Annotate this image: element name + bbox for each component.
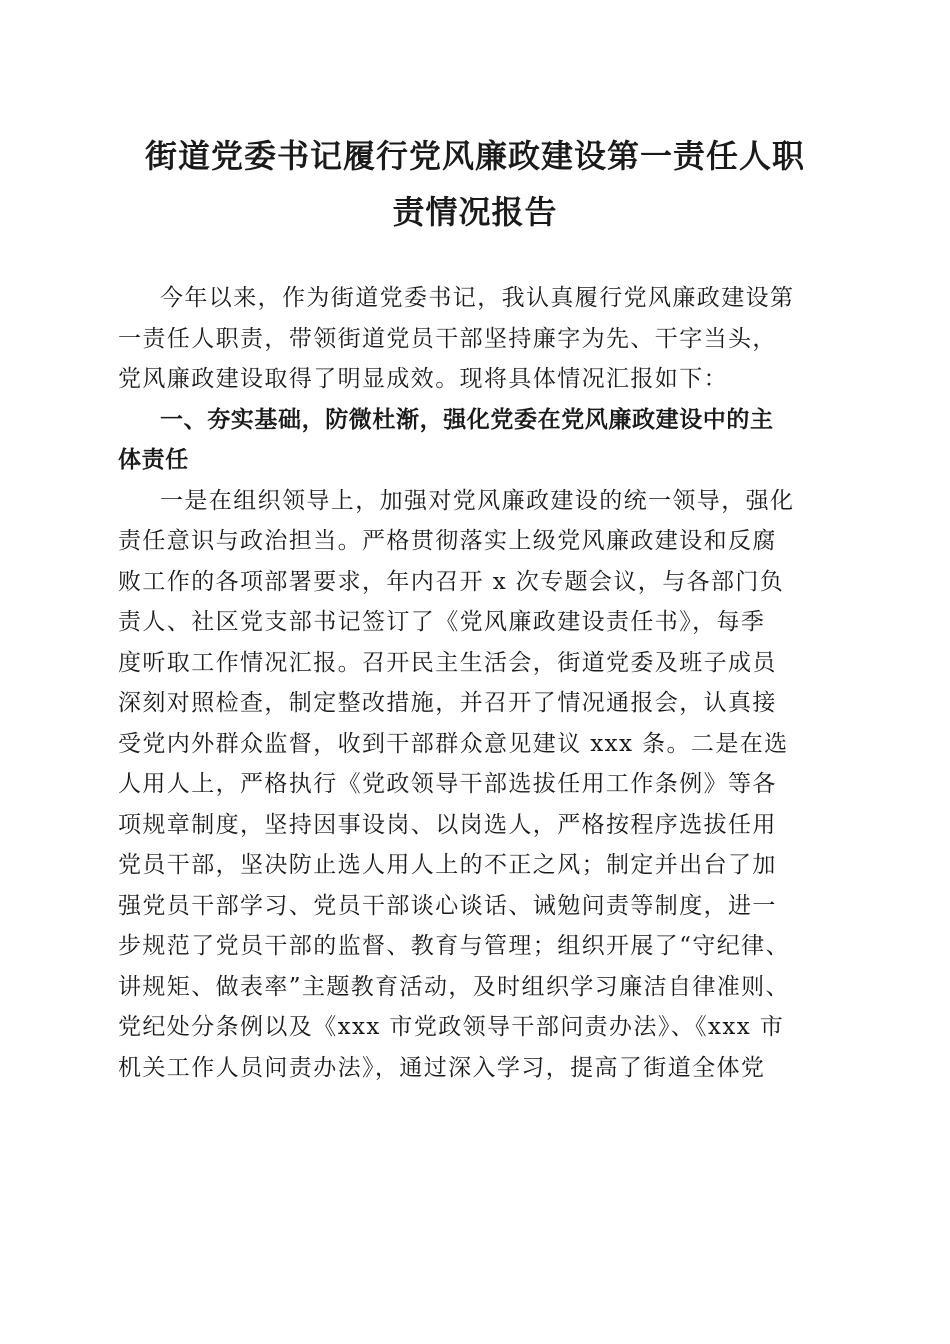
paragraph-line: 责任意识与政治担当。严格贯彻落实上级党风廉政建设和反腐 bbox=[118, 528, 777, 554]
paragraph-line: 受党内外群众监督，收到干部群众意见建议 xxx 条。二是在选 bbox=[118, 730, 789, 757]
title-line: 街道党委书记履行党风廉政建设第一责任人职 bbox=[144, 137, 805, 175]
paragraph-line: 深刻对照检查，制定整改措施，并召开了情况通报会，认真接 bbox=[118, 690, 777, 716]
paragraph-line: 讲规矩、做表率”主题教育活动，及时组织学习廉洁自律准则、 bbox=[118, 973, 790, 1000]
paragraph-line: 机关工作人员问责办法》，通过深入学习，提高了街道全体党 bbox=[118, 1054, 766, 1081]
paragraph-line: 步规范了党员干部的监督、教育与管理；组织开展了“守纪律、 bbox=[118, 933, 790, 959]
document-title bbox=[110, 128, 840, 240]
paragraph-line: 党风廉政建设取得了明显成效。现将具体情况汇报如下： bbox=[118, 366, 728, 392]
paragraph-line: 强党员干部学习、党员干部谈心谈话、诫勉问责等制度，进一 bbox=[118, 892, 777, 919]
paragraph-line: 败工作的各项部署要求，年内召开 x 次专题会议，与各部门负 bbox=[118, 568, 785, 595]
paragraph-line: 一是在组织领导上，加强对党风廉政建设的统一领导，强化 bbox=[160, 487, 795, 514]
paragraph-line: 党员干部，坚决防止选人用人上的不正之风；制定并出台了加 bbox=[118, 852, 777, 878]
paragraph-line: 项规章制度，坚持因事设岗、以岗选人，严格按程序选拔任用 bbox=[118, 811, 777, 838]
heading-line: 一、夯实基础，防微杜渐，强化党委在党风廉政建设中的主 bbox=[160, 406, 774, 433]
paragraph-line: 人用人上，严格执行《党政领导干部选拔任用工作条例》等各 bbox=[118, 771, 777, 797]
intro-paragraph bbox=[118, 278, 838, 400]
paragraph-line: 一责任人职责，带领街道党员干部坚持廉字为先、干字当头， bbox=[118, 325, 777, 352]
heading-line: 体责任 bbox=[118, 447, 189, 473]
section-heading bbox=[118, 400, 838, 481]
paragraph-line: 度听取工作情况汇报。召开民主生活会，街道党委及班子成员 bbox=[118, 649, 777, 676]
section-paragraph bbox=[118, 481, 838, 1089]
paragraph-line: 党纪处分条例以及《xxx 市党政领导干部问责办法》、《xxx 市 bbox=[118, 1014, 785, 1040]
title-line: 责情况报告 bbox=[392, 193, 558, 231]
document-body bbox=[118, 278, 838, 1088]
paragraph-line: 今年以来，作为街道党委书记，我认真履行党风廉政建设第 bbox=[160, 285, 795, 311]
paragraph-line: 责人、社区党支部书记签订了《党风廉政建设责任书》，每季 bbox=[118, 609, 766, 635]
